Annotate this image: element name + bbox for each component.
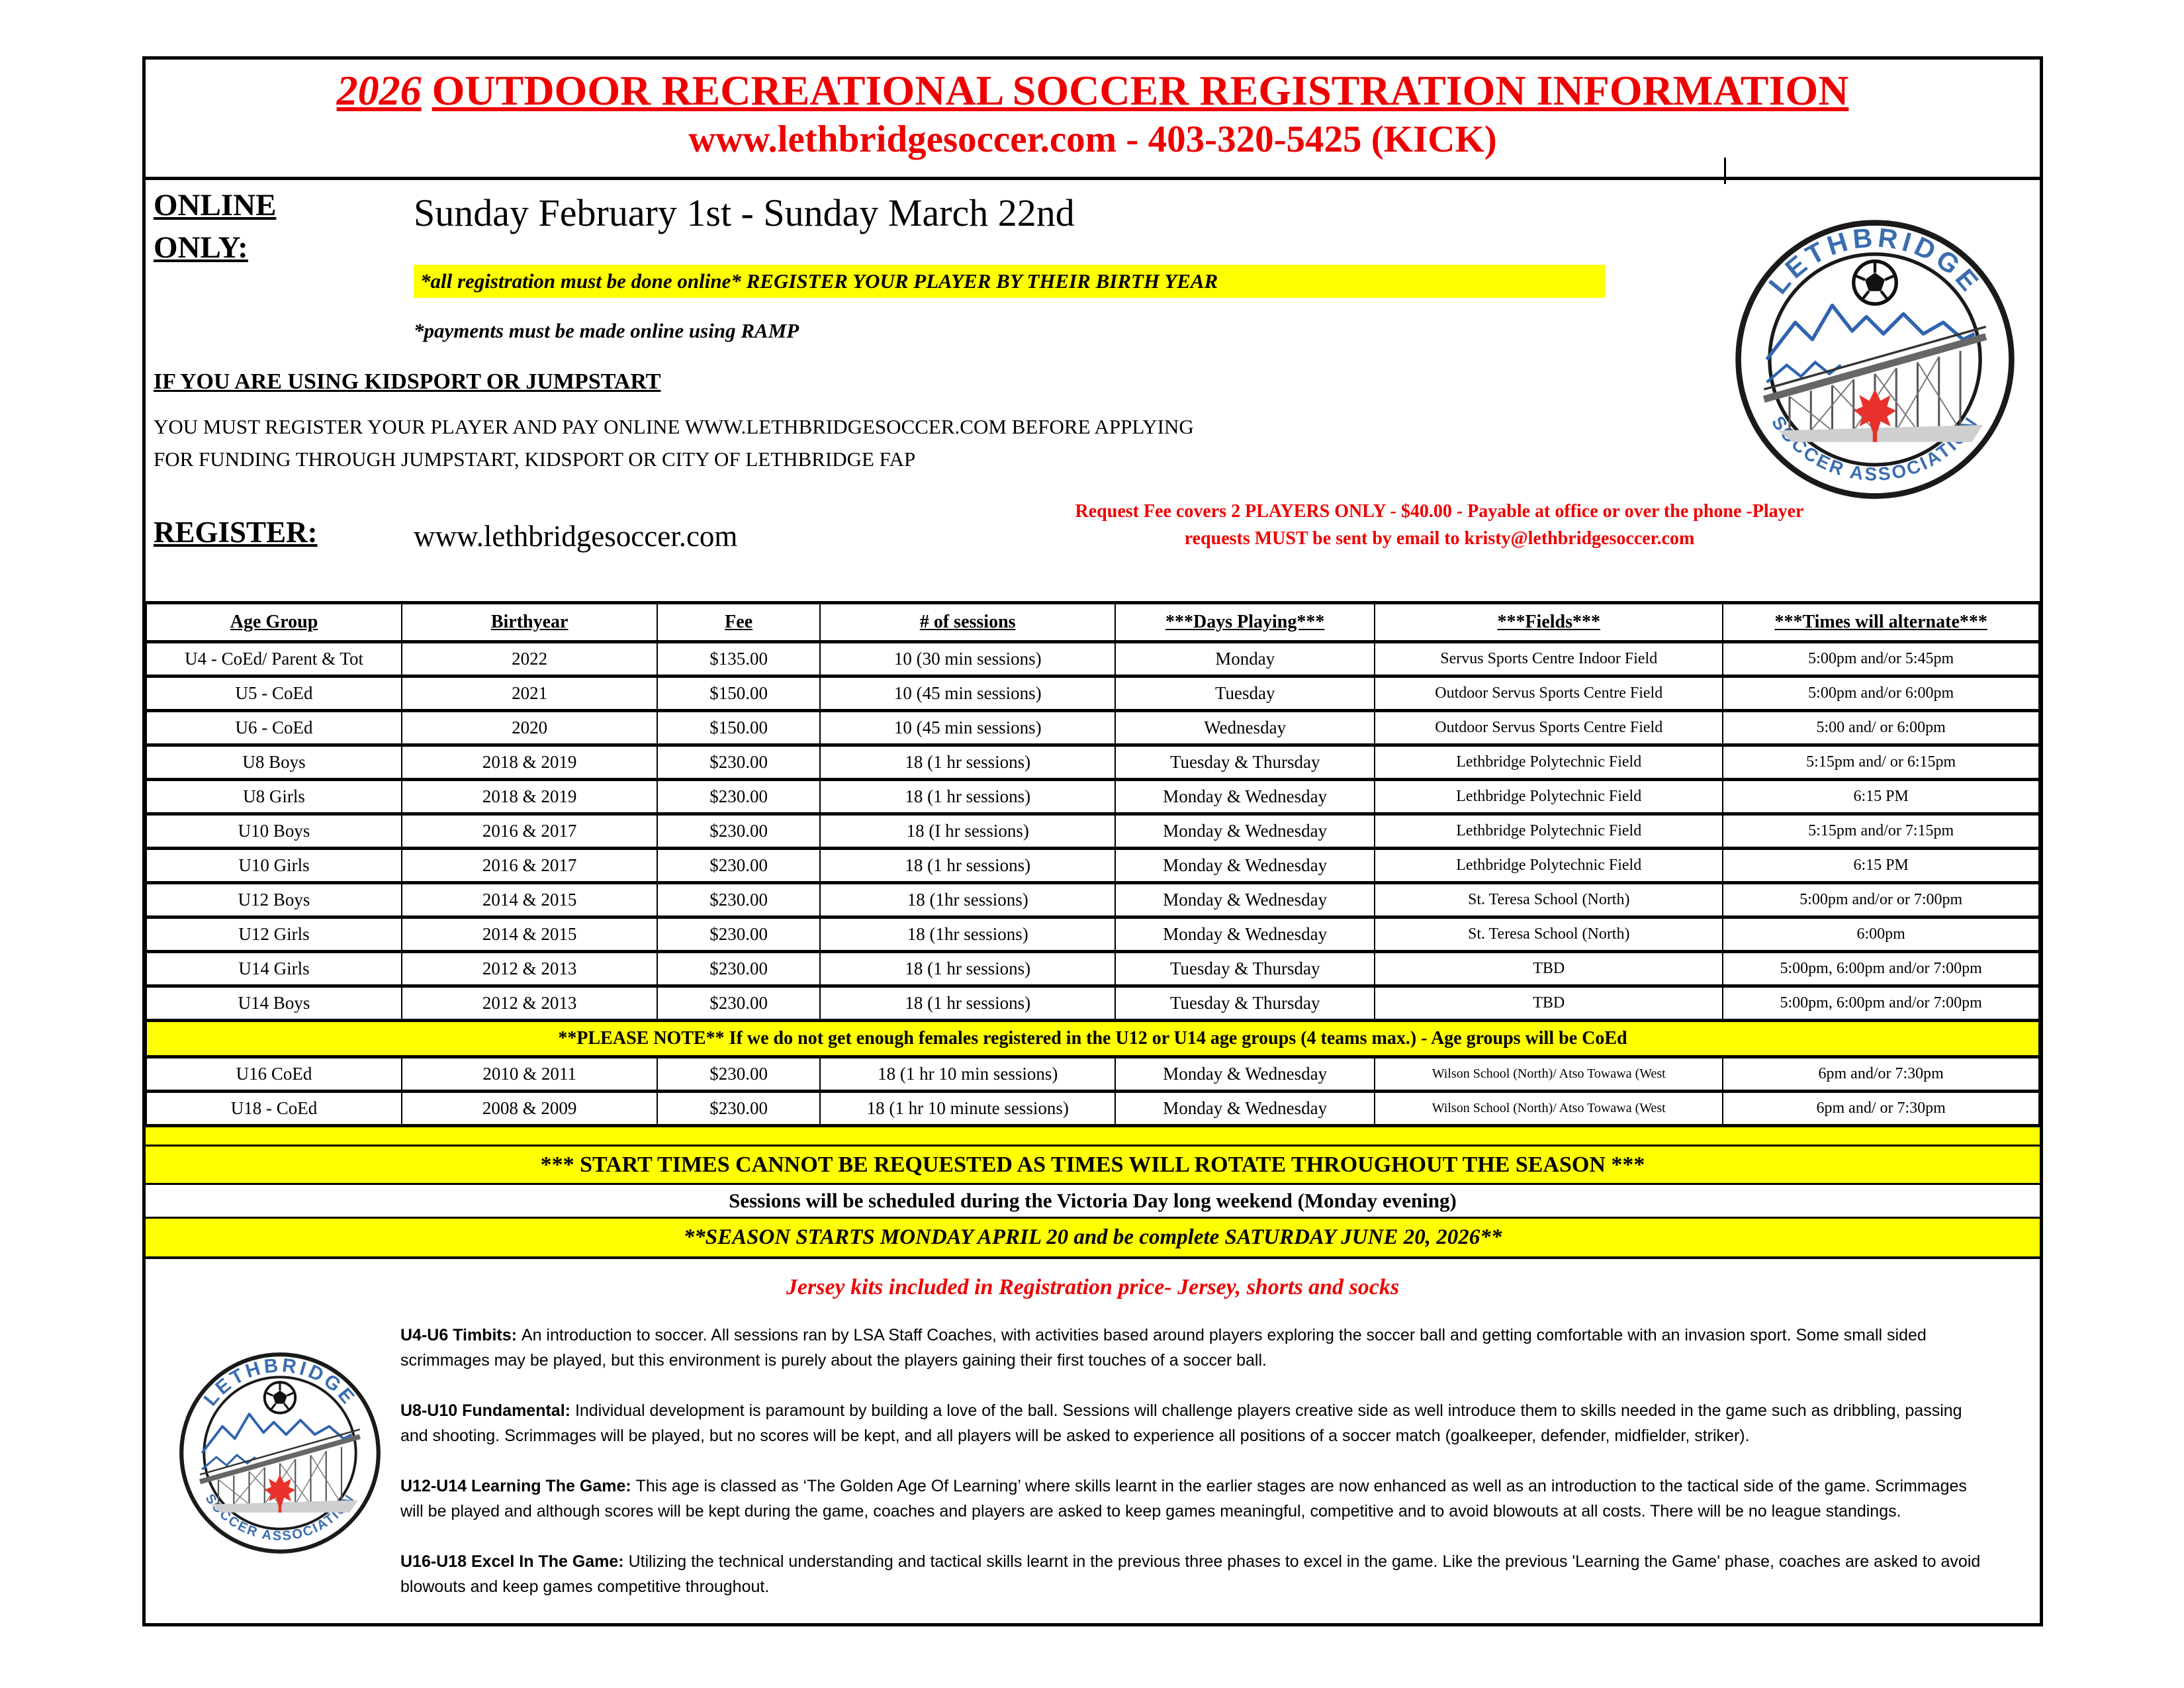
program-text: An introduction to soccer. All sessions ran by LSA Staff Coaches, with activities based around players exploring the soccer ball and getting comfortable with an invasion sport. Some small sided scrimmages may be played, but this environment is purely about the players gaining their first touches of a soccer ball. (400, 1326, 1927, 1370)
program-paragraph (400, 1323, 1993, 1373)
table-cell: Monday & Wednesday (1115, 814, 1375, 849)
online-only-line2: ONLY: (154, 230, 248, 265)
table-cell: 6pm and/ or 7:30pm (1723, 1092, 2039, 1126)
column-header: Birthyear (402, 603, 657, 642)
table-cell: 18 (1 hr 10 minute sessions) (820, 1092, 1115, 1126)
table-cell: $150.00 (657, 711, 820, 745)
please-note-text: **PLEASE NOTE** If we do not get enough females registered in the U12 or U14 age groups (4 teams max.) - Age groups will be CoEd (146, 1021, 2039, 1057)
request-fee-line2: requests MUST be sent by email to kristy@lethbridgesoccer.com (1184, 528, 1695, 549)
table-cell: $230.00 (657, 814, 820, 849)
table-cell: 6:00pm (1723, 917, 2039, 952)
table-row (146, 1057, 2039, 1092)
table-cell: Wilson School (North)/ Atso Towawa (West (1375, 1057, 1723, 1092)
table-cell: 2018 & 2019 (402, 780, 657, 814)
program-text: This age is classed as ‘The Golden Age Of Learning’ where skills learnt in the earlier stages are now enhanced as well as an introduction to the tactical side of the game. Scrimmages will be played and although scores will be kept during the game, coaches and players are asked to keep games meaningful, competitive and to avoid blowouts at all costs. There will be no league standings. (400, 1477, 1967, 1521)
table-cell: U5 - CoEd (146, 677, 402, 711)
table-cell: U10 Girls (146, 849, 402, 883)
kidsport-heading: IF YOU ARE USING KIDSPORT OR JUMPSTART (154, 369, 661, 394)
table-cell: Outdoor Servus Sports Centre Field (1375, 677, 1723, 711)
table-row (146, 849, 2039, 883)
table-cell: 5:00pm and/or 5:45pm (1723, 642, 2039, 677)
table-cell: U6 - CoEd (146, 711, 402, 745)
table-cell: Tuesday & Thursday (1115, 745, 1375, 780)
lower-section (146, 601, 2040, 1624)
registration-dates: Sunday February 1st - Sunday March 22nd (414, 191, 1075, 234)
table-cell: 5:00pm, 6:00pm and/or 7:00pm (1723, 952, 2039, 986)
table-cell: 5:00pm and/or 6:00pm (1723, 677, 2039, 711)
table-cell: 5:15pm and/ or 6:15pm (1723, 745, 2039, 780)
table-cell: Servus Sports Centre Indoor Field (1375, 642, 1723, 677)
table-cell: 18 (1 hr 10 min sessions) (820, 1057, 1115, 1092)
register-label: REGISTER: (154, 516, 318, 549)
lethbridge-soccer-logo-small (177, 1350, 383, 1556)
table-cell: 2014 & 2015 (402, 917, 657, 952)
table-cell: Monday & Wednesday (1115, 1057, 1375, 1092)
table-cell: $230.00 (657, 745, 820, 780)
program-label: U16-U18 Excel In The Game: (400, 1552, 629, 1571)
program-label: U8-U10 Fundamental: (400, 1401, 575, 1420)
table-cell: $135.00 (657, 642, 820, 677)
table-cell: 5:00pm, 6:00pm and/or 7:00pm (1723, 986, 2039, 1021)
column-header: ***Days Playing*** (1115, 603, 1375, 642)
table-row (146, 1092, 2039, 1126)
table-cell: 5:00pm and/or or 7:00pm (1723, 883, 2039, 917)
please-note-row (146, 1021, 2039, 1057)
table-row (146, 952, 2039, 986)
table-cell: Tuesday & Thursday (1115, 986, 1375, 1021)
table-cell: 18 (1 hr sessions) (820, 986, 1115, 1021)
table-row (146, 780, 2039, 814)
table-cell: U16 CoEd (146, 1057, 402, 1092)
jersey-kits-note: Jersey kits included in Registration price- Jersey, shorts and socks (786, 1275, 1400, 1299)
program-text: Utilizing the technical understanding and tactical skills learnt in the previous three phases to excel in the game. Like the previous 'Learning the Game' phase, coaches are asked to avoid blowouts and keep games competitive throughout. (400, 1552, 1981, 1596)
kidsport-line2: FOR FUNDING THROUGH JUMPSTART, KIDSPORT OR CITY OF LETHBRIDGE FAP (154, 447, 916, 471)
registration-table (146, 601, 2040, 1127)
table-cell: 2021 (402, 677, 657, 711)
program-descriptions (400, 1323, 1993, 1599)
table-cell: U18 - CoEd (146, 1092, 402, 1126)
start-times-banner: *** START TIMES CANNOT BE REQUESTED AS TIMES WILL ROTATE THROUGHOUT THE SEASON *** (146, 1147, 2040, 1185)
table-cell: $150.00 (657, 677, 820, 711)
title-text: OUTDOOR RECREATIONAL SOCCER REGISTRATION INFORMATION (432, 67, 1849, 114)
registration-highlight: *all registration must be done online* REGISTER YOUR PLAYER BY THEIR BIRTH YEAR (414, 265, 1605, 298)
program-paragraph (400, 1398, 1993, 1448)
request-fee-line1: Request Fee covers 2 PLAYERS ONLY - $40.00 - Payable at office or over the phone -Player (1075, 501, 1804, 522)
table-cell: $230.00 (657, 1057, 820, 1092)
document-frame (142, 56, 2043, 1626)
table-cell: Tuesday (1115, 677, 1375, 711)
table-row (146, 883, 2039, 917)
table-cell: Monday (1115, 642, 1375, 677)
column-header: # of sessions (820, 603, 1115, 642)
table-cell: 2012 & 2013 (402, 986, 657, 1021)
program-paragraph (400, 1549, 1993, 1599)
table-row (146, 986, 2039, 1021)
table-cell: U10 Boys (146, 814, 402, 849)
table-cell: 18 (1 hr sessions) (820, 745, 1115, 780)
program-paragraph (400, 1474, 1993, 1524)
table-cell: 2012 & 2013 (402, 952, 657, 986)
table-row (146, 677, 2039, 711)
table-cell: $230.00 (657, 1092, 820, 1126)
table-cell: 6pm and/or 7:30pm (1723, 1057, 2039, 1092)
table-cell: Outdoor Servus Sports Centre Field (1375, 711, 1723, 745)
table-cell: $230.00 (657, 883, 820, 917)
table-cell: TBD (1375, 952, 1723, 986)
program-label: U12-U14 Learning The Game: (400, 1477, 636, 1495)
table-cell: 18 (1hr sessions) (820, 917, 1115, 952)
table-cell: U8 Boys (146, 745, 402, 780)
table-cell: Monday & Wednesday (1115, 883, 1375, 917)
table-cell: $230.00 (657, 917, 820, 952)
table-cell: 10 (45 min sessions) (820, 711, 1115, 745)
table-cell: Lethbridge Polytechnic Field (1375, 814, 1723, 849)
table-cell: 2010 & 2011 (402, 1057, 657, 1092)
table-cell: Lethbridge Polytechnic Field (1375, 780, 1723, 814)
table-cell: U12 Boys (146, 883, 402, 917)
payments-note: *payments must be made online using RAMP (414, 319, 799, 342)
table-cell: 18 (1hr sessions) (820, 883, 1115, 917)
table-cell: 2016 & 2017 (402, 849, 657, 883)
table-cell: 2022 (402, 642, 657, 677)
table-cell: 5:15pm and/or 7:15pm (1723, 814, 2039, 849)
table-cell: U4 - CoEd/ Parent & Tot (146, 642, 402, 677)
table-cell: 10 (45 min sessions) (820, 677, 1115, 711)
table-cell: 2016 & 2017 (402, 814, 657, 849)
table-cell: 5:00 and/ or 6:00pm (1723, 711, 2039, 745)
title-block (146, 60, 2040, 180)
table-row (146, 642, 2039, 677)
table-cell: $230.00 (657, 849, 820, 883)
table-cell: Monday & Wednesday (1115, 849, 1375, 883)
register-url: www.lethbridgesoccer.com (414, 520, 738, 553)
table-cell: 18 (1 hr sessions) (820, 849, 1115, 883)
kidsport-line1: YOU MUST REGISTER YOUR PLAYER AND PAY ONLINE WWW.LETHBRIDGESOCCER.COM BEFORE APPLYING (154, 415, 1194, 438)
page-subtitle: www.lethbridgesoccer.com - 403-320-5425 (KICK) (688, 118, 1497, 160)
cursor-tick-mark (1724, 158, 1726, 184)
table-cell: St. Teresa School (North) (1375, 917, 1723, 952)
yellow-strip (146, 1127, 2040, 1147)
table-cell: $230.00 (657, 986, 820, 1021)
table-row (146, 917, 2039, 952)
table-cell: U14 Girls (146, 952, 402, 986)
table-cell: 18 (1 hr sessions) (820, 952, 1115, 986)
table-cell: Tuesday & Thursday (1115, 952, 1375, 986)
table-cell: Wilson School (North)/ Atso Towawa (West (1375, 1092, 1723, 1126)
column-header: ***Fields*** (1375, 603, 1723, 642)
kidsport-paragraph (154, 410, 1194, 475)
table-cell: 18 (1 hr sessions) (820, 780, 1115, 814)
table-row (146, 711, 2039, 745)
table-cell: Lethbridge Polytechnic Field (1375, 849, 1723, 883)
table-cell: 2014 & 2015 (402, 883, 657, 917)
table-header-row (146, 603, 2039, 642)
victoria-day-banner: Sessions will be scheduled during the Victoria Day long weekend (Monday evening) (146, 1185, 2040, 1219)
table-body (146, 642, 2039, 1126)
table-cell: $230.00 (657, 780, 820, 814)
program-label: U4-U6 Timbits: (400, 1326, 522, 1344)
table-cell: St. Teresa School (North) (1375, 883, 1723, 917)
table-row (146, 814, 2039, 849)
table-cell: Wednesday (1115, 711, 1375, 745)
table-cell: U12 Girls (146, 917, 402, 952)
column-header: Age Group (146, 603, 402, 642)
table-cell: TBD (1375, 986, 1723, 1021)
table-cell: 2008 & 2009 (402, 1092, 657, 1126)
table-cell: Monday & Wednesday (1115, 780, 1375, 814)
table-row (146, 745, 2039, 780)
table-cell: Monday & Wednesday (1115, 1092, 1375, 1126)
table-cell: 6:15 PM (1723, 780, 2039, 814)
lethbridge-soccer-logo (1733, 217, 2017, 502)
table-cell: U14 Boys (146, 986, 402, 1021)
online-only-label (154, 184, 276, 269)
title-year: 2026 (336, 67, 422, 114)
season-dates-banner: **SEASON STARTS MONDAY APRIL 20 and be complete SATURDAY JUNE 20, 2026** (146, 1219, 2040, 1259)
column-header: ***Times will alternate*** (1723, 603, 2039, 642)
table-cell: Lethbridge Polytechnic Field (1375, 745, 1723, 780)
table-cell: 2020 (402, 711, 657, 745)
column-header: Fee (657, 603, 820, 642)
program-text: Individual development is paramount by building a love of the ball. Sessions will challenge players creative side as well introduce them to skills needed in the game such as dribbling, passing and shooting. Scrimmages will be played, but no scores will be kept, and all players will be asked to experience all positions of a soccer match (goalkeeper, defender, midfielder, striker). (400, 1401, 1962, 1445)
request-fee-note (837, 498, 2042, 552)
table-cell: Monday & Wednesday (1115, 917, 1375, 952)
table-cell: U8 Girls (146, 780, 402, 814)
page-title (146, 66, 2040, 115)
table-cell: 6:15 PM (1723, 849, 2039, 883)
table-cell: 2018 & 2019 (402, 745, 657, 780)
table-cell: 18 (I hr sessions) (820, 814, 1115, 849)
table-cell: $230.00 (657, 952, 820, 986)
online-only-line1: ONLINE (154, 188, 277, 222)
table-cell: 10 (30 min sessions) (820, 642, 1115, 677)
